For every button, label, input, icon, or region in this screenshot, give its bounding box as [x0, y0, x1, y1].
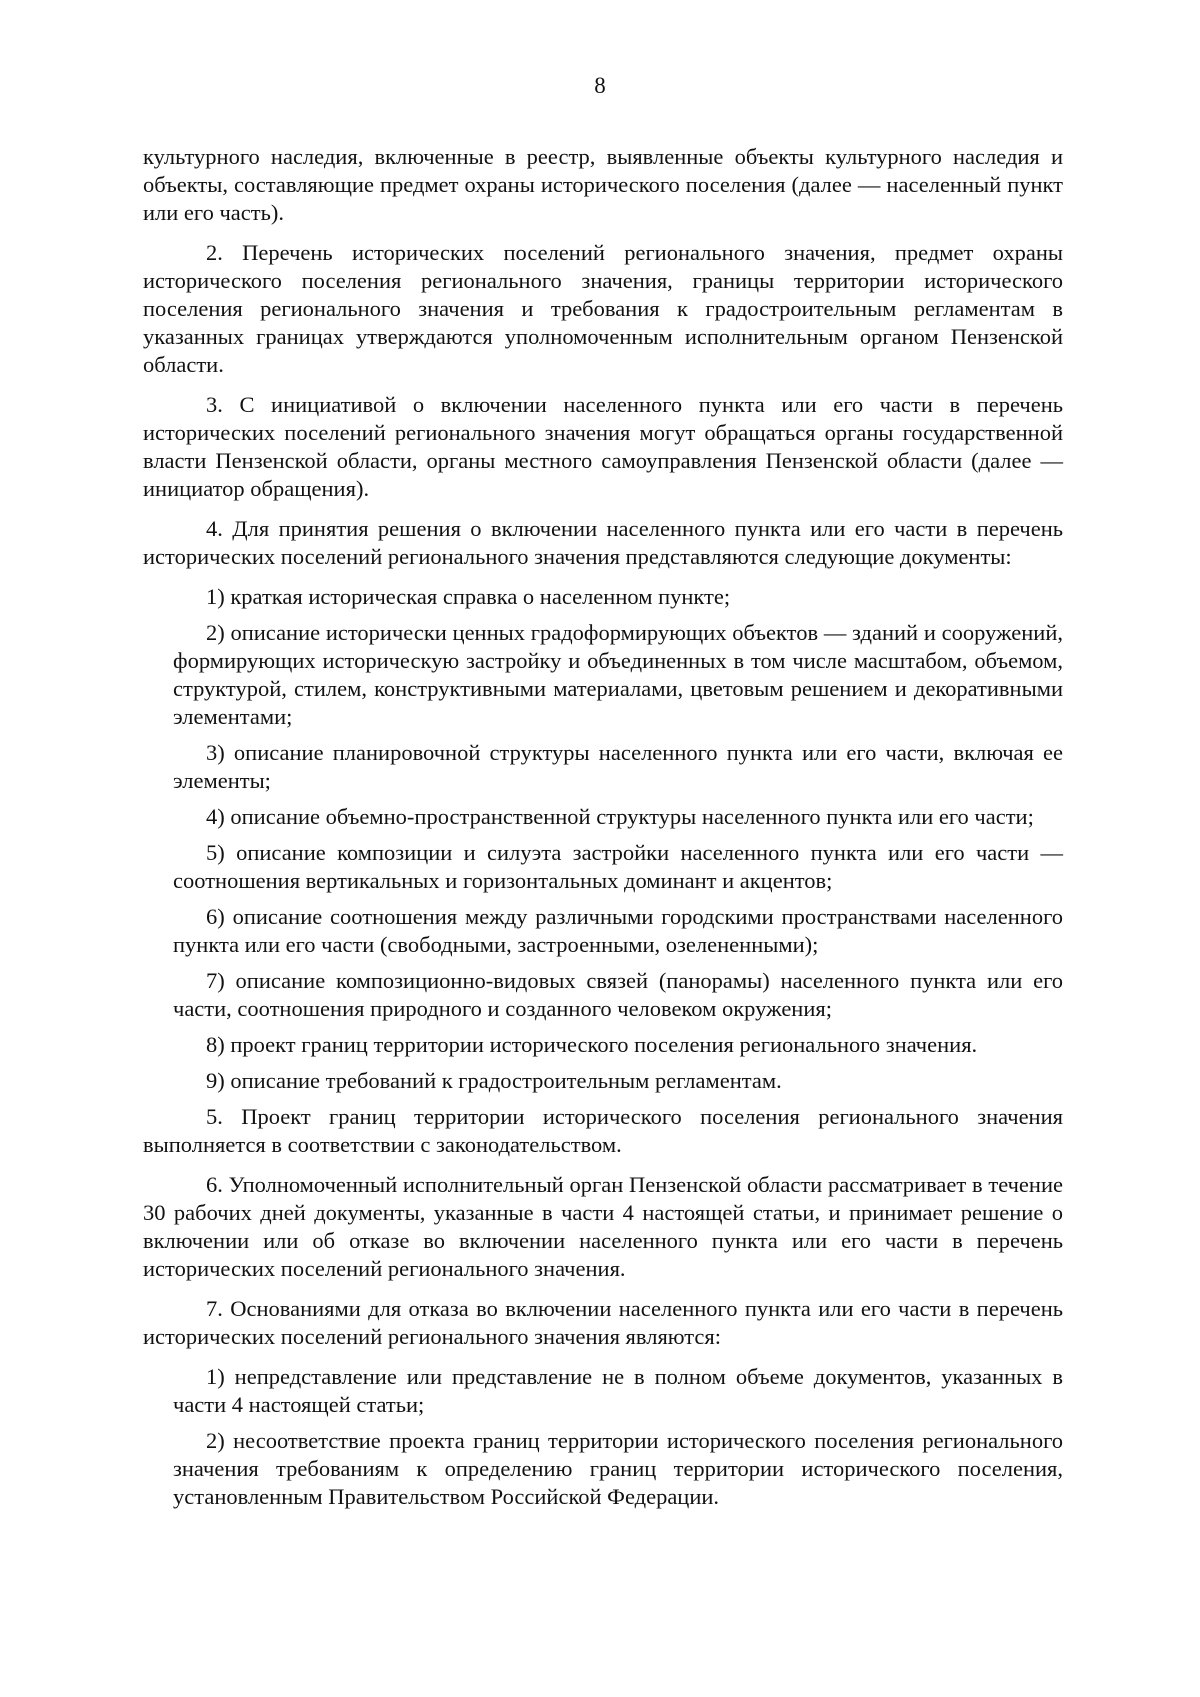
paragraph-continuation: культурного наследия, включенные в реестр, выявленные объекты культурного наследия и объекты, составляющие предмет охраны исторического поселения (далее — населенный пункт или его часть).	[143, 144, 1063, 225]
list-item-7-1: 1) непредставление или представление не в полном объеме документов, указанных в части 4 настоящей статьи;	[173, 1364, 1063, 1417]
paragraph-5: 5. Проект границ территории исторического поселения регионального значения выполняется в соответствии с законодательством.	[143, 1104, 1063, 1157]
document-body	[143, 143, 1063, 1519]
list-item-4-9: 9) описание требований к градостроительным регламентам.	[206, 1068, 782, 1093]
list-item-4-2: 2) описание исторически ценных градоформирующих объектов — зданий и сооружений, формирующих историческую застройку и объединенных в том числе масштабом, объемом, структурой, стилем, конструктивными материалами, цветовым решением и декоративными элементами;	[173, 620, 1063, 729]
list-item-4-5: 5) описание композиции и силуэта застройки населенного пункта или его части — соотношения вертикальных и горизонтальных доминант и акцентов;	[173, 840, 1063, 893]
list-item-4-8: 8) проект границ территории исторического поселения регионального значения.	[206, 1032, 978, 1057]
list-item-4-4: 4) описание объемно-пространственной структуры населенного пункта или его части;	[206, 804, 1034, 829]
list-item-4-7: 7) описание композиционно-видовых связей (панорамы) населенного пункта или его части, соотношения природного и созданного человеком окружения;	[173, 968, 1063, 1021]
paragraph-4: 4. Для принятия решения о включении населенного пункта или его части в перечень исторических поселений регионального значения представляются следующие документы:	[143, 516, 1063, 569]
paragraph-6: 6. Уполномоченный исполнительный орган Пензенской области рассматривает в течение 30 рабочих дней документы, указанные в части 4 настоящей статьи, и принимает решение о включении или об отказе во включении населенного пункта или его части в перечень исторических поселений регионального значения.	[143, 1172, 1063, 1281]
paragraph-3: 3. С инициативой о включении населенного пункта или его части в перечень исторических поселений регионального значения могут обращаться органы государственной власти Пензенской области, органы местного самоуправления Пензенской области (далее — инициатор обращения).	[143, 392, 1063, 501]
list-item-4-1: 1) краткая историческая справка о населенном пункте;	[206, 584, 731, 609]
page-number: 8	[594, 73, 606, 98]
list-item-4-6: 6) описание соотношения между различными городскими пространствами населенного пункта или его части (свободными, застроенными, озелененными);	[173, 904, 1063, 957]
paragraph-7: 7. Основаниями для отказа во включении населенного пункта или его части в перечень исторических поселений регионального значения являются:	[143, 1296, 1063, 1349]
paragraph-2: 2. Перечень исторических поселений регионального значения, предмет охраны исторического поселения регионального значения, границы территории исторического поселения регионального значения и требования к градостроительным регламентам в указанных границах утверждаются уполномоченным исполнительным органом Пензенской области.	[143, 240, 1063, 377]
list-item-4-3: 3) описание планировочной структуры населенного пункта или его части, включая ее элементы;	[173, 740, 1063, 793]
list-item-7-2: 2) несоответствие проекта границ территории исторического поселения регионального значения требованиям к определению границ территории исторического поселения, установленным Правительством Российской Федерации.	[173, 1428, 1063, 1509]
